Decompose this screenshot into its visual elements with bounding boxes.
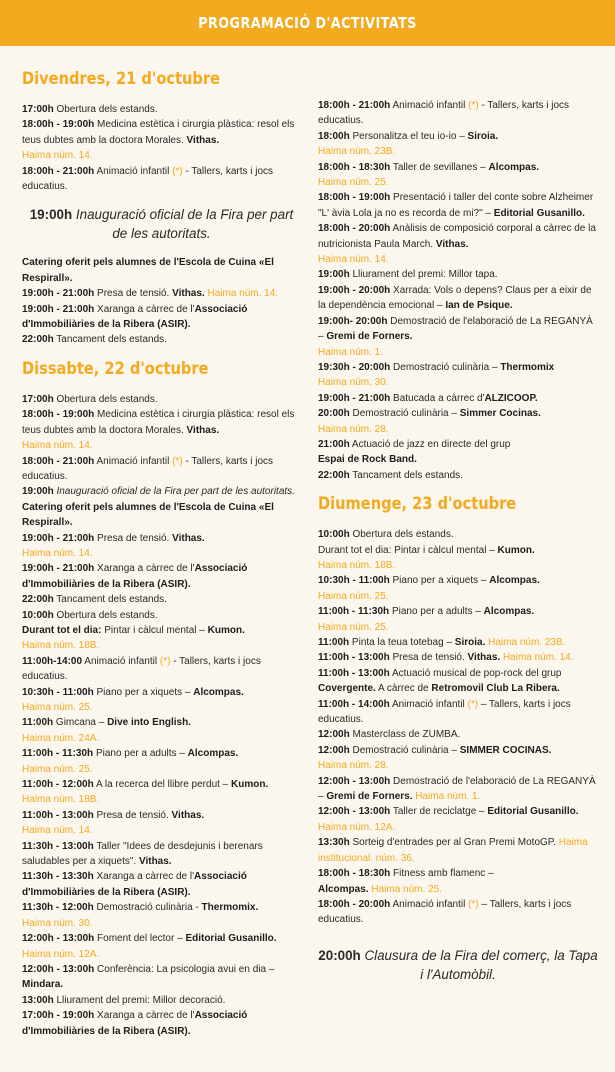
list-item: 19:00h - 21:00h Xaranga a càrrec de l'Associació d'Immobiliàries de la Ribera (ASIR).	[22, 563, 248, 590]
list-item: 10:00h Obertura dels estands.	[22, 609, 158, 621]
day-title-sunday: Diumenge, 23 d'octubre	[318, 494, 517, 515]
list-item: 19:00h - 21:00h Presa de tensió. Vithas. Haima núm. 14.	[22, 288, 279, 300]
list-item: 17:00h Obertura dels estands.	[22, 393, 158, 405]
list-item: 17:00h Obertura dels estands.	[22, 104, 158, 115]
list-item: 19:00h - 21:00h Xaranga a càrrec de l'Associació d'Immobiliàries de la Ribera (ASIR).	[22, 303, 248, 331]
right-column	[318, 46, 598, 1039]
list-item: 11:00h - 12:00h A la recerca del llibre perdut – Kumon. Haima núm. 18B.	[22, 779, 269, 806]
day-title-friday: Divendres, 21 d'octubre	[22, 69, 221, 89]
list-item: 12:00h - 13:00h Taller de reciclatge – Editorial Gusanillo. Haima núm. 12A.	[318, 806, 579, 833]
list-item: 18:00h - 20:00h Animació infantil (*) – Tallers, karts i jocs educatius.	[318, 898, 572, 926]
list-item: Durant tot el dia: Pintar i càlcul mental – Kumon. Haima núm. 18B.	[318, 544, 535, 571]
list-item: 18:00h Personalitza el teu io-io – Siroia. Haima núm. 23B.	[318, 130, 499, 158]
list-item: 11:00h - 13:00h Actuació musical de pop-rock del grup Covergente. A càrrec de Retromovil Club La Ribera.	[318, 667, 562, 695]
list-item: 18:00h - 19:00h Medicina estètica i cirurgia plàstica: resol els teus dubtes amb la doctora Morales. Vithas. Haima núm. 14.	[22, 409, 295, 452]
list-item: Catering oferit pels alumnes de l'Escola de Cuina «El Respirall».	[22, 257, 274, 284]
list-item: 19:00h - 21:00h Presa de tensió. Vithas. Haima núm. 14.	[22, 532, 205, 559]
list-item: 12:00h Demostració culinària – SIMMER COCINAS. Haima núm. 28.	[318, 744, 552, 772]
list-item: 11:00h Pinta la teua totebag – Siroia. Haima núm. 23B.	[318, 637, 566, 648]
list-item: 11:30h - 12:00h Demostració culinària - Thermomix. Haima núm. 30.	[22, 902, 259, 929]
program-columns	[0, 46, 615, 1039]
list-item: 22:00h Tancament dels estands.	[318, 469, 463, 481]
list-item: 11:00h - 13:00h Presa de tensió. Vithas. Haima núm. 14.	[22, 809, 205, 837]
list-item: 18:00h - 18:30h Taller de sevillanes – Alcompas. Haima núm. 25.	[318, 161, 540, 189]
list-item: 19:00h- 20:00h Demostració de l'elaboració de La REGANYÀ – Gremi de Forners. Haima núm. 1.	[318, 315, 593, 358]
list-item: 18:00h - 19:00h Presentació i taller del conte sobre Alzheimer "L' àvia Lola ja no es recorda de mi?" – Editorial Gusanillo.	[318, 192, 594, 219]
list-item: 11:00h - 13:00h Presa de tensió. Vithas. Haima núm. 14.	[318, 652, 574, 664]
inauguration-notice: 19:00h Inauguració oficial de la Fira per part de les autoritats.	[29, 207, 294, 242]
list-item: 11:00h Gimcana – Dive into English. Haima núm. 24A.	[22, 717, 191, 744]
list-item: 20:00h Demostració culinària – Simmer Cocinas. Haima núm. 28.	[318, 408, 541, 435]
list-item: 12:00h - 13:00h Foment del lector – Editorial Gusanillo. Haima núm. 12A.	[22, 933, 277, 960]
list-item: 17:00h - 19:00h Xaranga a càrrec de l'Associació d'Immobiliàries de la Ribera (ASIR).	[22, 1010, 248, 1037]
list-item: 18:00h - 18:30h Fitness amb flamenc – Alcompas. Haima núm. 25.	[318, 868, 494, 895]
list-item: 10:00h Obertura dels estands.	[318, 529, 454, 541]
left-column	[22, 46, 301, 1039]
list-item: 11:00h - 14:00h Animació infantil (*) – Tallers, karts i jocs educatius.	[318, 698, 571, 726]
list-item: 12:00h Masterclass de ZUMBA.	[318, 729, 461, 741]
list-item: 18:00h - 20:00h Anàlisis de composició corporal a càrrec de la nutricionista Paula March. Vithas. Haima núm. 14.	[318, 223, 596, 266]
list-item: 18:00h - 21:00h Animació infantil (*) - Tallers, karts i jocs educatius.	[22, 165, 274, 193]
day-title-saturday: Dissabte, 22 d'octubre	[22, 358, 209, 379]
list-item: 13:00h Lliurament del premi: Millor decoració.	[22, 994, 226, 1006]
list-item: 19:00h - 20:00h Xarrada: Vols o depens? Claus per a eixir de la dependència emocional – Ian de Psique.	[318, 284, 592, 312]
page-title: PROGRAMACIÓ D'ACTIVITATS	[198, 14, 417, 32]
list-item: 11:30h - 13:00h Taller "Idees de desdejunis i berenars saludables per a xiquets". Vithas.	[22, 840, 263, 868]
closing-notice: 20:00h Clausura de la Fira del comerç, la Tapa i l'Automòbil.	[318, 947, 598, 982]
list-item: 11:00h - 11:30h Piano per a adults – Alcompas. Haima núm. 25.	[22, 748, 239, 775]
list-item: 21:00h Actuació de jazz en directe del grup Espai de Rock Band.	[318, 438, 511, 466]
list-item: 12:00h - 13:00h Demostració de l'elaboració de La REGANYÀ – Gremi de Forners. Haima núm. 1.	[318, 775, 596, 803]
list-item: 11:00h - 11:30h Piano per a adults – Alcompas. Haima núm. 25.	[318, 606, 535, 633]
list-item: 19:00h - 21:00h Batucada a càrrec d'ALZICOOP.	[318, 392, 538, 404]
list-item: 18:00h - 19:00h Medicina estètica i cirurgia plàstica: resol els teus dubtes amb la doctora Morales. Vithas. Haima núm. 14.	[22, 119, 295, 162]
list-item: 22:00h Tancament dels estands.	[22, 594, 167, 606]
list-item: 19:00h Inauguració oficial de la Fira per part de les autoritats.	[22, 486, 295, 498]
list-item: 11:30h - 13:30h Xaranga a càrrec de l'Associació d'Immobiliàries de la Ribera (ASIR).	[22, 871, 247, 898]
list-item: 11:00h-14:00 Animació infantil (*) - Tallers, karts i jocs educatius.	[22, 655, 261, 683]
list-item: 22:00h Tancament dels estands.	[22, 334, 167, 346]
list-item: 13:30h Sorteig d'entrades per al Gran Premi MotoGP. Haima institucional. núm. 36.	[318, 837, 588, 864]
list-item: Catering oferit pels alumnes de l'Escola de Cuina «El Respirall».	[22, 501, 274, 529]
list-item: 18:00h - 21:00h Animació infantil (*) - Tallers, karts i jocs educatius.	[22, 455, 274, 482]
list-item: 18:00h - 21:00h Animació infantil (*) - Tallers, karts i jocs educatius.	[318, 100, 570, 127]
list-item: 10:30h - 11:00h Piano per a xiquets – Alcompas. Haima núm. 25.	[318, 575, 540, 602]
list-item: 10:30h - 11:00h Piano per a xiquets – Alcompas. Haima núm. 25.	[22, 686, 244, 713]
list-item: 19:00h Lliurament del premi: Millor tapa.	[318, 269, 498, 281]
list-item: 12:00h - 13:00h Conferència: La psicologia avui en dia – Mindara.	[22, 963, 275, 991]
list-item: Durant tot el dia: Pintar i càlcul mental – Kumon. Haima núm. 18B.	[22, 624, 245, 652]
header-bar	[0, 0, 615, 46]
list-item: 19:30h - 20:00h Demostració culinària – Thermomix Haima núm. 30.	[318, 361, 555, 389]
